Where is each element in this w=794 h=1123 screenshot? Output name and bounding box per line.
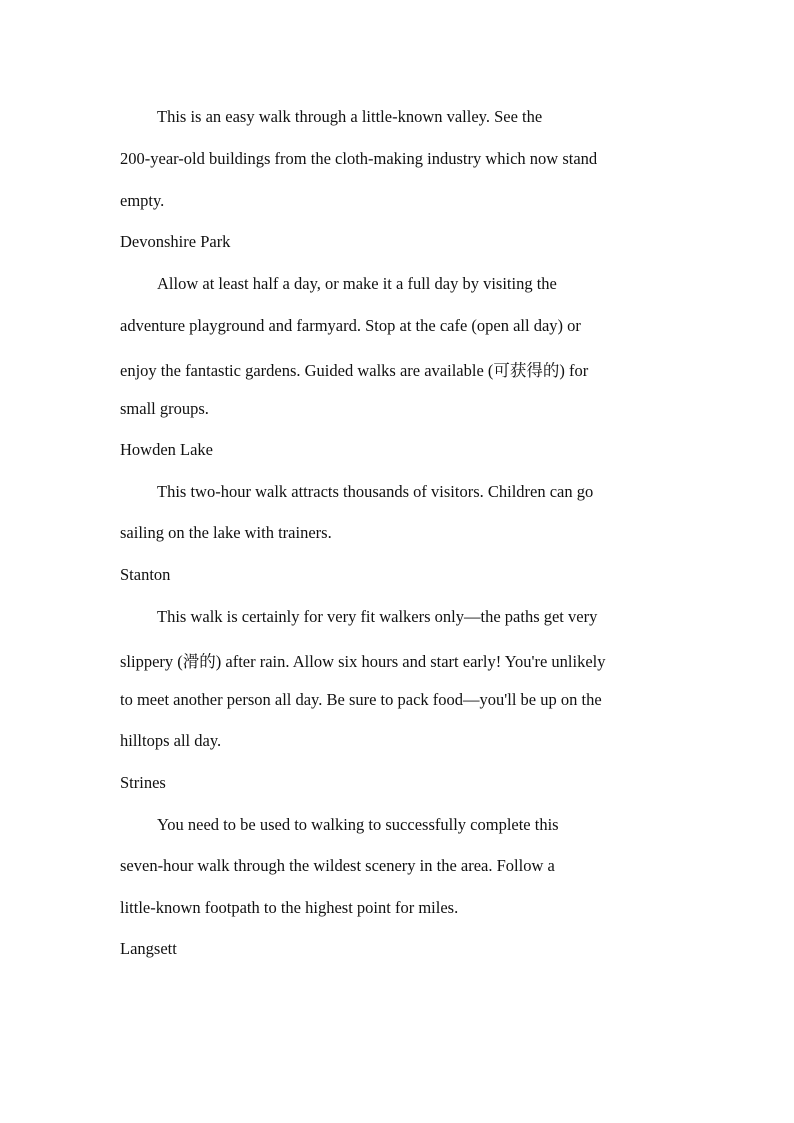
walk-name-heading: Devonshire Park xyxy=(120,232,231,251)
walk-name-heading: Strines xyxy=(120,773,166,792)
walk-description-line: hilltops all day. xyxy=(120,731,222,750)
walk-description-line: slippery (滑的) after rain. Allow six hours and start early! You're unlikely xyxy=(120,652,606,671)
walk-name-heading: Langsett xyxy=(120,939,177,958)
walk-description-line: empty. xyxy=(120,191,165,210)
walk-description-line: Allow at least half a day, or make it a full day by visiting the xyxy=(157,274,557,293)
walk-description-line: to meet another person all day. Be sure to pack food—you'll be up on the xyxy=(120,690,602,709)
walk-description-line: sailing on the lake with trainers. xyxy=(120,523,332,542)
walk-description-line: 200-year-old buildings from the cloth-making industry which now stand xyxy=(120,149,598,168)
walk-description-line: You need to be used to walking to successfully complete this xyxy=(157,815,559,834)
walk-description-line: adventure playground and farmyard. Stop at the cafe (open all day) or xyxy=(120,316,581,335)
walk-description-line: small groups. xyxy=(120,399,209,418)
walk-description-line: This walk is certainly for very fit walkers only—the paths get very xyxy=(157,607,598,626)
walk-description-line: little-known footpath to the highest point for miles. xyxy=(120,898,459,917)
walk-description-line: This two-hour walk attracts thousands of visitors. Children can go xyxy=(157,482,594,501)
walk-name-heading: Stanton xyxy=(120,565,171,584)
walk-description-line: enjoy the fantastic gardens. Guided walks are available (可获得的) for xyxy=(120,361,589,380)
walk-description-line: This is an easy walk through a little-known valley. See the xyxy=(157,107,543,126)
walk-name-heading: Howden Lake xyxy=(120,440,214,459)
walk-description-line: seven-hour walk through the wildest scenery in the area. Follow a xyxy=(120,856,555,875)
